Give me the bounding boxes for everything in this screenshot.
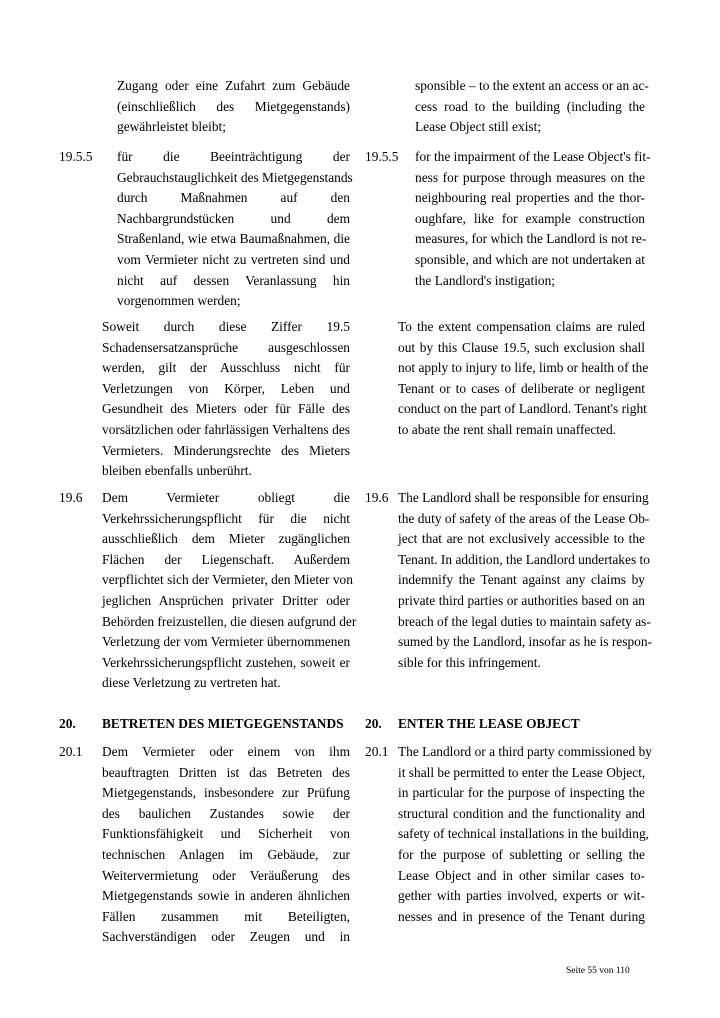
clause-number: 19.5.5 bbox=[59, 149, 93, 164]
section-title: ENTER THE LEASE OBJECT bbox=[398, 716, 580, 731]
text-line: ness for purpose through measures on the bbox=[415, 169, 645, 185]
text-line: Funktionsfähigkeit und Sicherheit von bbox=[102, 826, 350, 842]
text-line: Lease Object still exist; bbox=[415, 119, 542, 135]
clause-number: 20.1 bbox=[365, 744, 389, 759]
clause-number: 20.1 bbox=[59, 744, 83, 759]
text-line: safety of technical installations in the building, bbox=[398, 826, 650, 842]
text-line: Gebrauchstauglichkeit des Mietgegenstands bbox=[117, 169, 353, 185]
section-number: 20. bbox=[59, 716, 76, 731]
paragraph-text bbox=[398, 488, 652, 673]
text-line: for the impairment of the Lease Object's fit- bbox=[415, 149, 651, 164]
paragraph-text bbox=[398, 317, 649, 441]
text-line: Weitervermietung oder Veräußerung des bbox=[102, 867, 350, 883]
paragraph-text bbox=[117, 76, 350, 138]
text-line: jeglichen Ansprüchen privater Dritter oder bbox=[102, 592, 350, 608]
text-line: oughfare, like for example construction bbox=[415, 210, 645, 226]
text-line: in particular for the purpose of inspecting the bbox=[398, 785, 645, 801]
text-line: beauftragten Dritten ist das Betreten des bbox=[102, 764, 350, 780]
text-line: cess road to the building (including the bbox=[415, 98, 645, 114]
text-line: verpflichtet sich der Vermieter, den Mieter von bbox=[102, 572, 353, 588]
text-line: Gesundheit des Mieters oder für Fälle des bbox=[102, 401, 350, 417]
clause-number: 19.6 bbox=[59, 490, 83, 505]
text-line: technischen Anlagen im Gebäude, zur bbox=[102, 846, 350, 862]
text-line: Fällen zusammen mit Beteiligten, bbox=[102, 908, 350, 924]
text-line: Dem Vermieter obliegt die bbox=[102, 490, 350, 505]
text-line: To the extent compensation claims are ruled bbox=[398, 319, 645, 334]
text-line: Sachverständigen oder Zeugen und in bbox=[102, 929, 350, 945]
section-number: 20. bbox=[365, 716, 382, 731]
text-line: Nachbargrundstücken und dem bbox=[117, 210, 350, 226]
text-line: the Landlord's instigation; bbox=[415, 272, 556, 288]
text-line: diese Verletzung zu vertreten hat. bbox=[102, 675, 281, 691]
text-line: out by this Clause 19.5, such exclusion shall bbox=[398, 339, 645, 355]
text-line: Zugang oder eine Zufahrt zum Gebäude bbox=[117, 78, 350, 93]
text-line: bleiben ebenfalls unberührt. bbox=[102, 463, 252, 479]
text-line: The Landlord or a third party commissioned by bbox=[398, 744, 652, 759]
text-line: neighbouring real properties and the thor- bbox=[415, 190, 645, 206]
text-line: Flächen der Liegenschaft. Außerdem bbox=[102, 551, 350, 567]
text-line: Straßenland, wie etwa Baumaßnahmen, die bbox=[117, 231, 350, 247]
text-line: the duty of safety of the areas of the Lease Ob- bbox=[398, 510, 650, 526]
text-line: gether with parties involved, experts or wit- bbox=[398, 888, 645, 904]
text-line: (einschließlich des Mietgegenstands) bbox=[117, 98, 350, 114]
text-line: it shall be permitted to enter the Lease Object, bbox=[398, 764, 646, 780]
text-line: Verkehrssicherungspflicht für die nicht bbox=[102, 510, 350, 526]
text-line: Soweit durch diese Ziffer 19.5 bbox=[102, 319, 350, 334]
text-line: vorgenommen werden; bbox=[117, 293, 241, 309]
text-line: sponsible – to the extent an access or an ac- bbox=[415, 78, 649, 93]
paragraph-text bbox=[415, 147, 651, 291]
text-line: Verletzungen von Körper, Leben und bbox=[102, 380, 350, 396]
text-line: Lease Object and in other similar cases to- bbox=[398, 867, 645, 883]
text-line: indemnify the Tenant against any claims by bbox=[398, 572, 645, 588]
page-footer-page-number: Seite 55 von 110 bbox=[566, 966, 630, 976]
text-line: structural condition and the functionality and bbox=[398, 805, 645, 821]
text-line: sumed by the Landlord, insofar as he is respon- bbox=[398, 634, 652, 650]
text-line: private third parties or authorities based on an bbox=[398, 592, 645, 608]
text-line: measures, for which the Landlord is not re- bbox=[415, 231, 647, 247]
text-line: nicht auf dessen Veranlassung hin bbox=[117, 272, 350, 288]
text-line: not apply to injury to life, limb or health of the bbox=[398, 360, 649, 376]
text-line: durch Maßnahmen auf den bbox=[117, 190, 350, 206]
text-line: vorsätzlichen oder fahrlässigen Verhaltens des bbox=[102, 421, 350, 437]
text-line: für die Beeinträchtigung der bbox=[117, 149, 350, 164]
text-line: Tenant. In addition, the Landlord undertakes to bbox=[398, 551, 650, 567]
text-line: gewährleistet bleibt; bbox=[117, 119, 226, 135]
text-line: Verkehrssicherungspflicht zustehen, soweit er bbox=[102, 654, 350, 670]
text-line: Tenant or to cases of deliberate or negligent bbox=[398, 380, 645, 396]
text-line: vom Vermieter nicht zu vertreten sind und bbox=[117, 251, 350, 267]
text-line: ject that are not exclusively accessible to the bbox=[398, 531, 645, 547]
paragraph-text bbox=[415, 76, 649, 138]
section-title: BETRETEN DES MIETGEGENSTANDS bbox=[102, 716, 344, 731]
text-line: Behörden freizustellen, die diesen aufgrund der bbox=[102, 613, 357, 629]
text-line: sible for this infringement. bbox=[398, 654, 541, 670]
text-line: Mietgegenstands sowie in anderen ähnlichen bbox=[102, 888, 350, 904]
text-line: werden, gilt der Ausschluss nicht für bbox=[102, 360, 350, 376]
paragraph-text bbox=[117, 147, 353, 312]
paragraph-text bbox=[398, 742, 652, 927]
text-line: ausschließlich dem Mieter zugänglichen bbox=[102, 531, 350, 547]
paragraph-text bbox=[102, 488, 357, 694]
text-line: Mietgegenstands, insbesondere zur Prüfung bbox=[102, 785, 350, 801]
paragraph-text bbox=[102, 317, 350, 482]
clause-number: 19.6 bbox=[365, 490, 389, 505]
text-line: Verletzung der vom Vermieter übernommenen bbox=[102, 634, 351, 650]
text-line: nesses and in presence of the Tenant during bbox=[398, 908, 645, 924]
paragraph-text bbox=[102, 742, 350, 948]
text-line: des baulichen Zustandes sowie der bbox=[102, 805, 350, 821]
clause-number: 19.5.5 bbox=[365, 149, 399, 164]
text-line: Schadensersatzansprüche ausgeschlossen bbox=[102, 339, 350, 355]
text-line: Vermieters. Minderungsrechte des Mieters bbox=[102, 442, 350, 458]
text-line: for the purpose of subletting or selling the bbox=[398, 846, 645, 862]
text-line: sponsible, and which are not undertaken at bbox=[415, 251, 645, 267]
text-line: The Landlord shall be responsible for ensuring bbox=[398, 490, 649, 505]
text-line: breach of the legal duties to maintain safety as- bbox=[398, 613, 651, 629]
text-line: conduct on the part of Landlord. Tenant's right bbox=[398, 401, 647, 417]
text-line: to abate the rent shall remain unaffected. bbox=[398, 421, 616, 437]
text-line: Dem Vermieter oder einem von ihm bbox=[102, 744, 350, 759]
